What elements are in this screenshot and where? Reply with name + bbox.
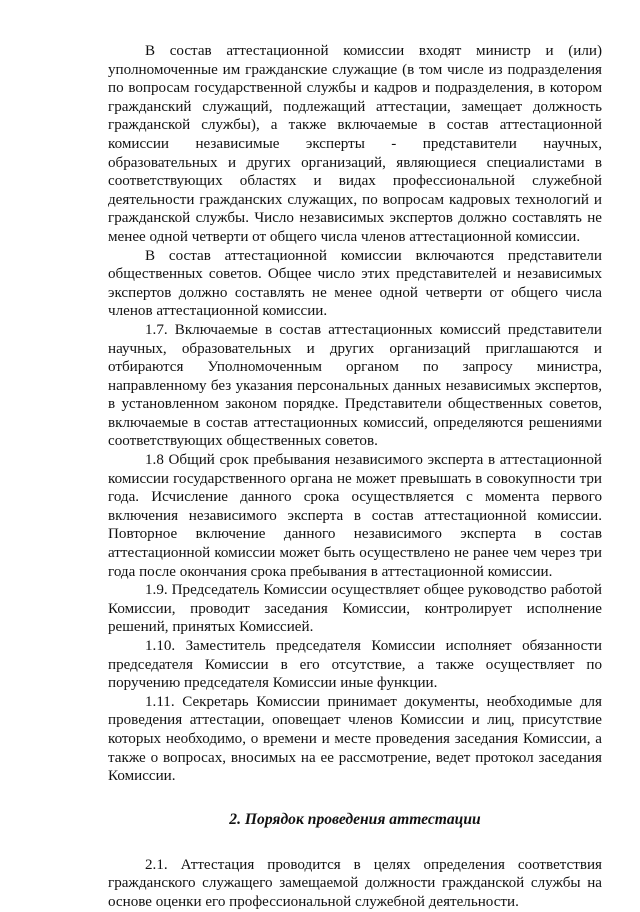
- paragraph-1-11: 1.11. Секретарь Комиссии принимает документы, необходимые для проведения аттестации, оповещает членов Комиссии и лиц, присутствие которых необходимо, о времени и месте проведения заседания Комиссии, а также о вопросах, вносимых на ее рассмотрение, ведет протокол заседания Комиссии.: [108, 693, 602, 785]
- paragraph-public-councils: В состав аттестационной комиссии включаются представители общественных советов. Общее число этих представителей и независимых экспертов должно составлять не менее одной четверти от общего числа членов аттестационной комиссии.: [108, 247, 602, 320]
- paragraph-1-10: 1.10. Заместитель председателя Комиссии исполняет обязанности председателя Комиссии в его отсутствие, а также осуществляет по поручению председателя Комиссии иные функции.: [108, 638, 602, 692]
- paragraph-2-1: 2.1. Аттестация проводится в целях определения соответствия гражданского служащего замещаемой должности гражданской службы на основе оценки его профессиональной служебной деятельности.: [108, 856, 602, 910]
- paragraph-commission-composition: В состав аттестационной комиссии входят министр и (или) уполномоченные им гражданские служащие (в том числе из подразделения по вопросам государственной службы и кадров и подразделения, в котором гражданский служащий, подлежащий аттестации, замещает должность гражданской службы), а также включаемые в состав аттестационной комиссии независимые эксперты - представители научных, образовательных и других организаций, являющиеся специалистами в соответствующих областях и видах профессиональной служебной деятельности гражданских служащих, по вопросам кадровых технологий и гражданской службы. Число независимых экспертов должно составлять не менее одной четверти от общего числа членов аттестационной комиссии.: [108, 43, 602, 245]
- section-heading: 2. Порядок проведения аттестации: [229, 810, 481, 828]
- paragraph-1-8: 1.8 Общий срок пребывания независимого эксперта в аттестационной комиссии государственного органа не может превышать в совокупности три года. Исчисление данного срока осуществляется с момента первого включения независимого эксперта в состав аттестационной комиссии. Повторное включение данного независимого эксперта в состав аттестационной комиссии может быть осуществлено не ранее чем через три года после окончания срока пребывания в аттестационной комиссии.: [108, 452, 602, 580]
- paragraph-1-9: 1.9. Председатель Комиссии осуществляет общее руководство работой Комиссии, проводит заседания Комиссии, контролирует исполнение решений, принятых Комиссией.: [108, 582, 602, 636]
- paragraph-1-7: 1.7. Включаемые в состав аттестационных комиссий представители научных, образовательных и других организаций приглашаются и отбираются Уполномоченным органом по запросу министра, направленному без указания персональных данных независимых экспертов, в установленном законом порядке. Представители общественных советов, включаемые в состав аттестационных комиссий, определяются решениями соответствующих общественных советов.: [108, 321, 602, 450]
